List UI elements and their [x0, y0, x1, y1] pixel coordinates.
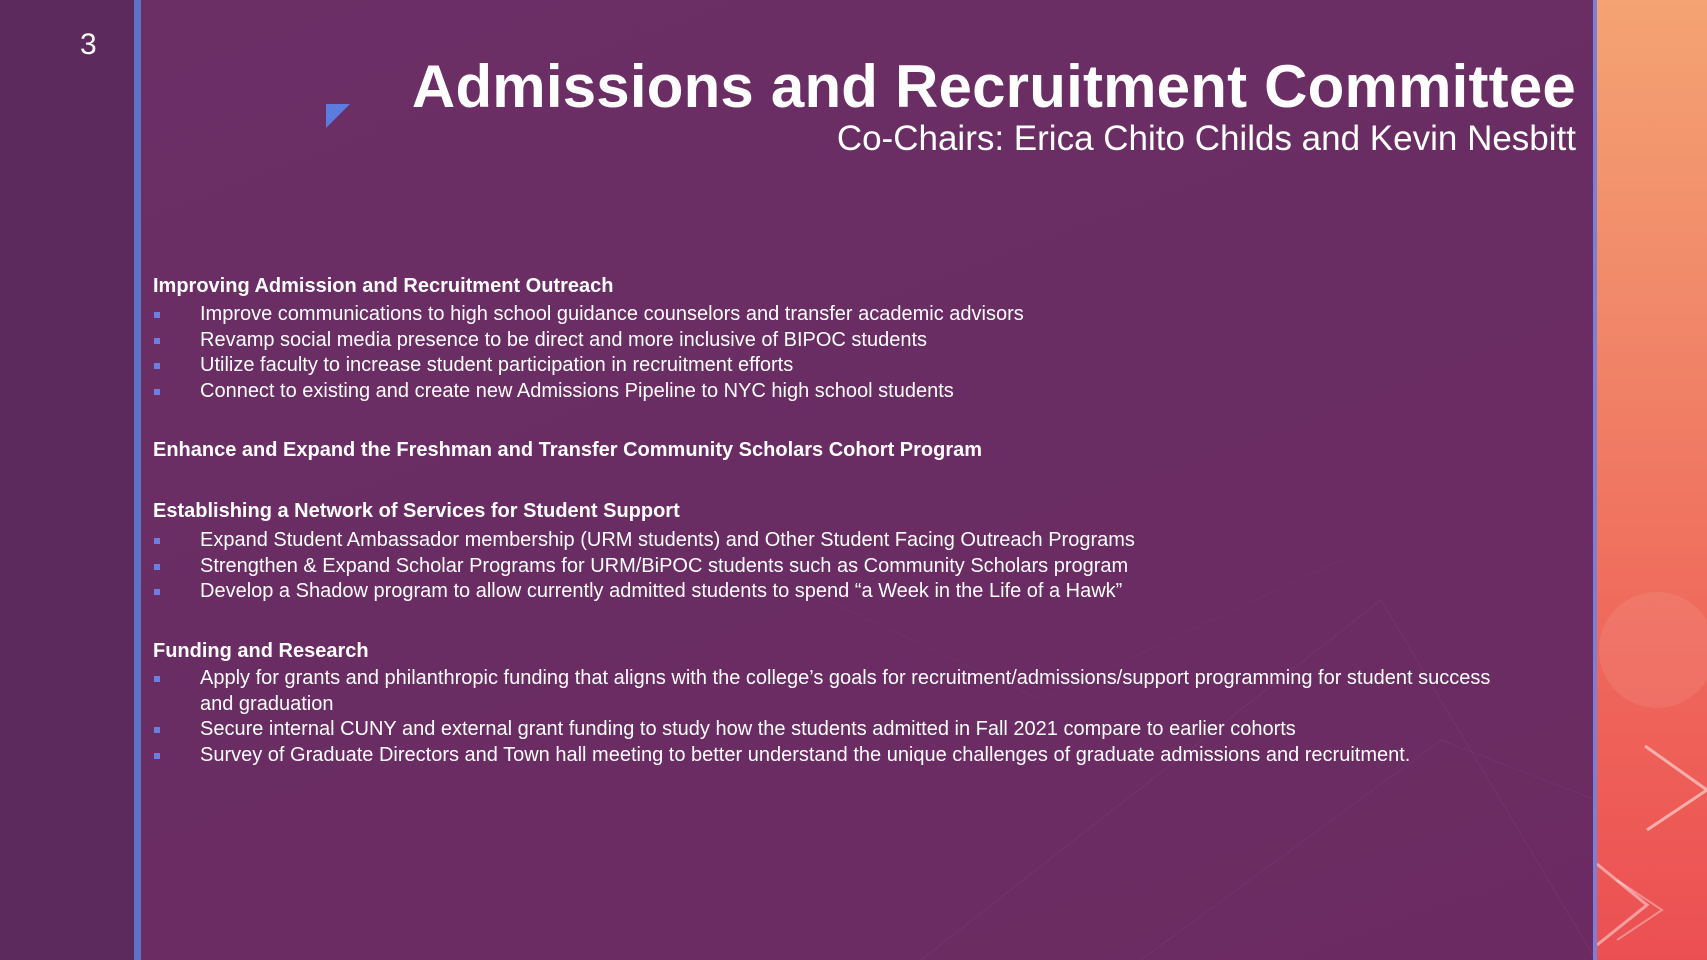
bullet-text: Apply for grants and philanthropic funding that aligns with the college’s goals for recruitment/admissions/support programming for student success and graduation [200, 667, 1491, 715]
square-bullet-icon [154, 312, 160, 318]
section-heading-outreach: Improving Admission and Recruitment Outreach [153, 275, 614, 297]
list-item [153, 666, 1513, 717]
square-bullet-icon [154, 538, 160, 544]
list-item [153, 743, 1513, 769]
bullet-text: Utilize faculty to increase student participation in recruitment efforts [200, 354, 794, 376]
section-heading-funding: Funding and Research [153, 640, 369, 662]
page-number: 3 [80, 28, 97, 61]
square-bullet-icon [154, 676, 160, 682]
bullet-list-funding [153, 666, 1513, 768]
list-item [153, 379, 1513, 405]
bullet-text: Improve communications to high school guidance counselors and transfer academic advisors [200, 303, 1024, 325]
left-panel [0, 0, 136, 960]
list-item [153, 717, 1513, 743]
list-item [153, 554, 1513, 580]
slide-subtitle: Co-Chairs: Erica Chito Childs and Kevin Nesbitt [836, 119, 1576, 158]
list-item [153, 353, 1513, 379]
bullet-text: Expand Student Ambassador membership (URM students) and Other Student Facing Outreach Programs [200, 529, 1135, 551]
list-item [153, 528, 1513, 554]
bullet-text: Survey of Graduate Directors and Town hall meeting to better understand the unique challenges of graduate admissions and recruitment. [200, 743, 1411, 766]
bullet-text: Secure internal CUNY and external grant funding to study how the students admitted in Fall 2021 compare to earlier cohorts [200, 718, 1296, 740]
square-bullet-icon [154, 363, 160, 369]
bullet-text: Develop a Shadow program to allow currently admitted students to spend “a Week in the Life of a Hawk” [200, 580, 1123, 602]
bullet-list-outreach [153, 302, 1513, 404]
list-item [153, 328, 1513, 354]
square-bullet-icon [154, 338, 160, 344]
section-heading-scholars: Enhance and Expand the Freshman and Transfer Community Scholars Cohort Program [153, 439, 983, 461]
square-bullet-icon [154, 727, 160, 733]
square-bullet-icon [154, 589, 160, 595]
square-bullet-icon [154, 564, 160, 570]
bullet-text: Strengthen & Expand Scholar Programs for URM/BiPOC students such as Community Scholars program [200, 554, 1129, 577]
bullet-text: Revamp social media presence to be direct and more inclusive of BIPOC students [200, 328, 928, 351]
right-decoration [1597, 0, 1707, 960]
left-accent-rule [134, 0, 141, 960]
square-bullet-icon [154, 753, 160, 759]
list-item [153, 579, 1513, 605]
triangle-corner-icon [326, 104, 350, 128]
bullet-text: Connect to existing and create new Admissions Pipeline to NYC high school students [200, 379, 954, 402]
section-heading-support: Establishing a Network of Services for Student Support [153, 500, 680, 522]
right-panel [1597, 0, 1707, 960]
list-item [153, 302, 1513, 328]
slide-title: Admissions and Recruitment Committee [411, 53, 1576, 120]
bullet-list-support [153, 528, 1513, 605]
square-bullet-icon [154, 389, 160, 395]
